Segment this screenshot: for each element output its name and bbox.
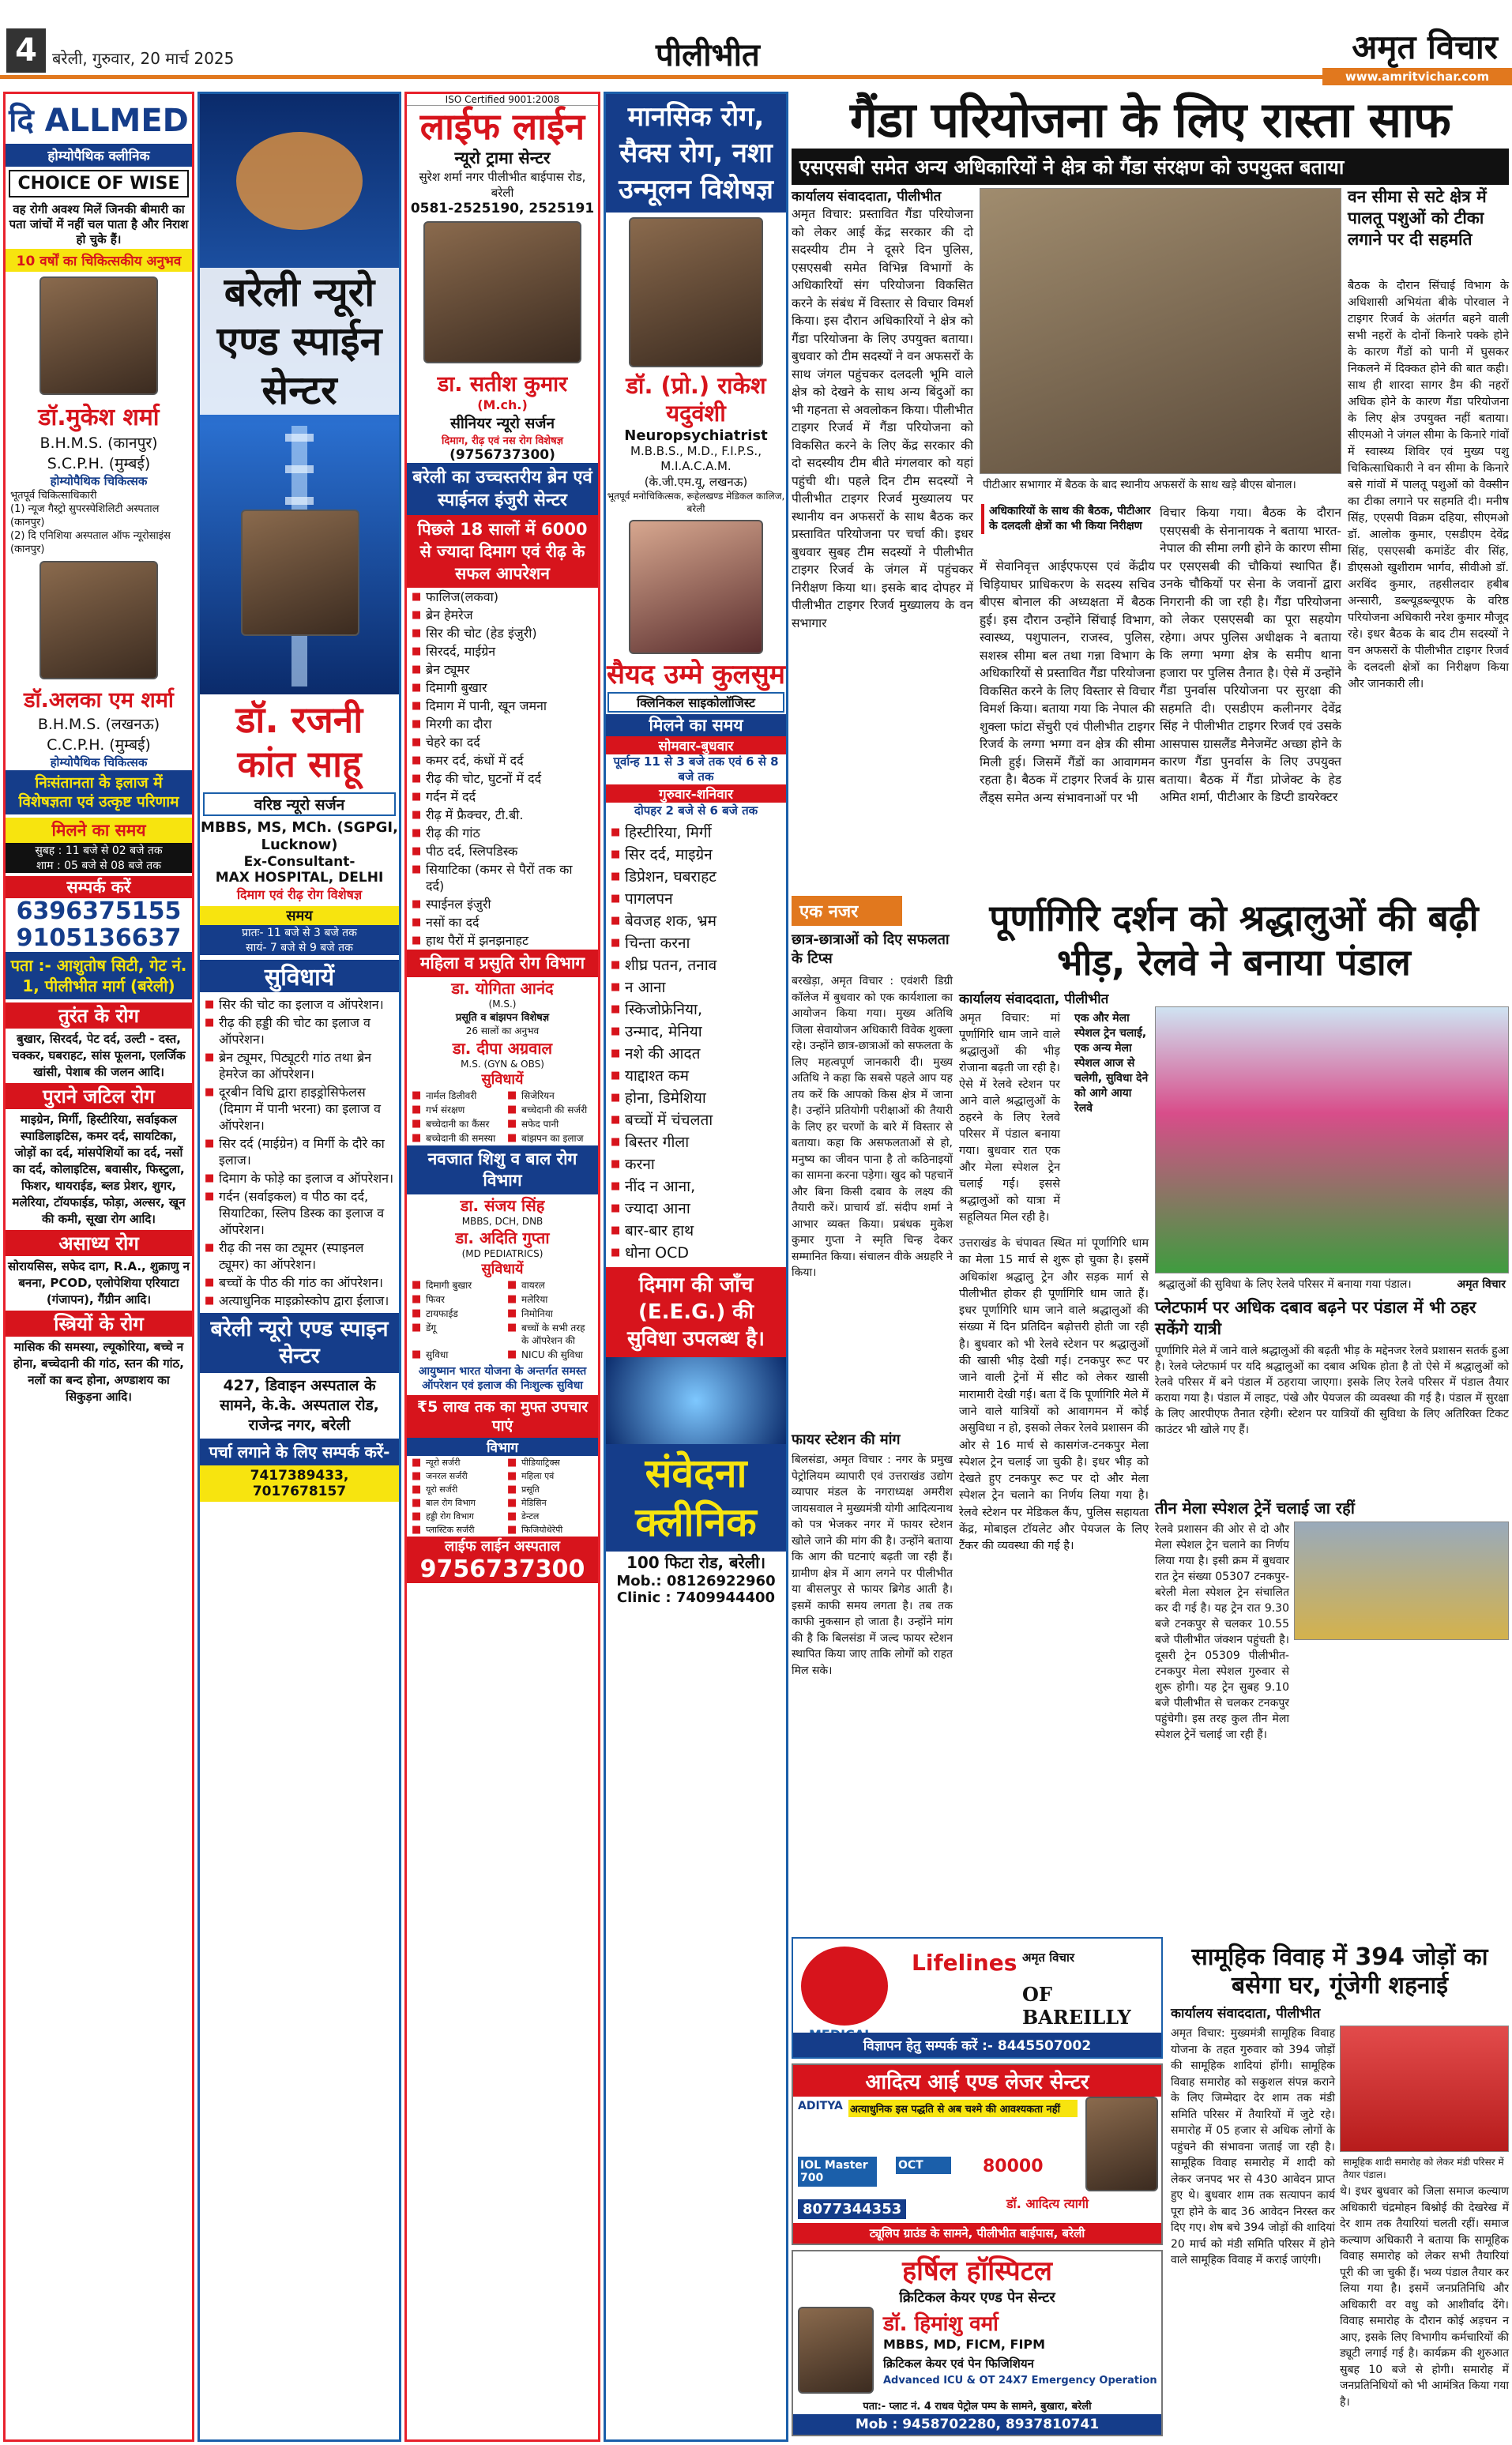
doc1-name: डॉ.मुकेश शर्मा — [38, 404, 160, 431]
satish-spec: दिमाग, रीढ़ एवं नस रोग विशेषज्ञ — [441, 435, 563, 447]
lifelines-brand: Lifelines — [912, 1950, 1017, 1976]
dept: ■ फिजियोथेरेपी — [502, 1523, 598, 1537]
timing-evening: शाम : 05 बजे से 08 बजे तक — [6, 858, 192, 873]
mat-fac: ■ बच्चेदानी की सर्जरी — [502, 1103, 598, 1117]
mat-fac: ■ बांझपन का इलाज — [502, 1131, 598, 1145]
timings-head: मिलने का समय — [6, 818, 192, 843]
lifeline-item: ■ रीढ़ की चोट, घुटनों में दर्द — [407, 769, 598, 788]
lifeline-item: ■ दिमागी बुखार — [407, 679, 598, 697]
story3-body2: थे। इधर बुधवार को जिला समाज कल्याण अधिकारी चंद्रमोहन बिश्नोई की देखरेख में देर शाम तक तैयारियां चलती रहीं। समाज कल्याण अधिकारी ने बताया कि सामूहिक विवाह समारोह को लेकर सभी तैयारियां पूरी की जा चुकी हैं। भव्य पंडाल तैयार कर लिया गया है। इसमें जनप्रतिनिधि और अधिकारी वर वधु को आशीर्वाद देंगे। विवाह समारोह के दौरान कोई अड़चन न आए, इसके लिए विभागीय कर्मचारियों की ड्यूटी लगाई गई है। कार्यक्रम की शुरुआत सुबह 10 बजे से होगी। समारोह में जनप्रतिनिधियों को भी आमंत्रित किया गया है। — [1340, 2185, 1509, 2409]
facility-item: ■ रीढ़ की हड्डी की चोट का इलाज व ऑपरेशन। — [200, 1014, 399, 1048]
sanjay-name: डा. संजय सिंह — [460, 1196, 545, 1215]
ayushman-note: आयुष्मान भारत योजना के अन्तर्गत समस्त ऑपरेशन एवं इलाज की निःशुल्क सुविधा — [418, 1365, 587, 1392]
ad-lifeline — [404, 92, 600, 2442]
samvedna-item: ■ चिन्ता करना — [606, 932, 786, 954]
aditya-price: 80000 — [983, 2157, 1044, 2176]
story2-subhead2: प्लेटफार्म पर अधिक दबाव बढ़ने पर पंडाल में भी ठहर सकेंगे यात्री — [1155, 1298, 1476, 1338]
harshil-deg: MBBS, MD, FICM, FIPM — [883, 2337, 1046, 2352]
story2-body2: उत्तराखंड के चंपावत स्थित मां पूर्णागिरि धाम का मेला 15 मार्च से शुरू हो चुका है। इसमें अधिकांश श्रद्धालु ट्रेन और सड़क मार्ग से पीलीभीत होकर ही पूर्णागिरि धाम जाते हैं। इधर पूर्णागिरि धाम जाने वाले श्रद्धालुओं की संख्या में दिन प्रतिदिन बढ़ोत्तरी होती जा रही है। बुधवार को भी रेलवे स्टेशन पर श्रद्धालुओं की खासी भीड़ देखी गई। टनकपुर रूट पर जाने वाली ट्रेनों में सीट को लेकर खासी मारामारी देखी गई। बता दें कि पूर्णागिरि मेले में जाने वाले यात्रियों को आवागमन में कोई असुविधा न हो, इसको लेकर रेलवे प्रशासन की ओर से 16 मार्च से कासगंज-टनकपुर मेला स्पेशल ट्रेन चलाई जा चुकी है। इधर भीड़ को देखते हुए टनकपुर रूट पर दो और मेला स्पेशल ट्रेन चलाने का निर्णय लिया गया है। रेलवे स्टेशन पर मेडिकल कैंप, पुलिस सहायता केंद्र, मोबाइल टॉयलेट और पेयजल के लिए टैंकर की व्यवस्था की गई है। — [959, 1237, 1149, 1553]
samvedna-item: ■ याद्दाश्त कम — [606, 1065, 786, 1087]
aditya-address: ट्यूलिप ग्राउंड के सामने, पीलीभीत बाईपास, बरेली — [793, 2223, 1161, 2244]
mat-fac: ■ बच्चेदानी की समस्या — [407, 1131, 502, 1145]
pediatric-head: नवजात शिशु व बाल रोग विभाग — [407, 1145, 598, 1194]
ek-h2: फायर स्टेशन की मांग — [792, 1431, 901, 1448]
quick-head: तुरंत के रोग — [6, 1002, 192, 1029]
sahu-hosp: MAX HOSPITAL, DELHI — [215, 870, 384, 886]
allmed-intro: वह रोगी अवश्य मिलें जिनकी बीमारी का पता जांचों में नहीं चल पाता है और निराश हो चुके हैं। — [9, 202, 189, 246]
ad-neuro-spine — [197, 92, 401, 2442]
story1-side-body: बैठक के दौरान सिंचाई विभाग के अधिशासी अभियंता बीके पोरवाल ने टाइगर रिजर्व के अंतर्गत बहने वाली सभी नहरों के दोनों किनारे पक्के होने के कारण गैंडों को पानी में घुसकर निकलने में दिक्कत होने की बात कही। साथ ही शारदा सागर डैम की नहरों अधिक होने के कारण गैंडा परियोजना के लिए क्षेत्र उपयुक्त नहीं बताया। सीएमओ ने जंगल सीमा के किनारे गांवों में स्वास्थ्य शिविर एवं मुख्य पशु चिकित्साधिकारी ने वन सीमा के किनारे बसे गांवों में पालतू पशुओं को वैक्सीन का टीका लगाने पर सहमति दी। मनीष सिंह, एएसपी विक्रम दहिया, सीएमओ डॉ. आलोक कुमार, एसडीएम देवेंद्र सिंह, एसएसबी कमांडेंट वीर सिंह, डीएसओ खुशीराम भार्गव, सीवीओ डॉ. अरविंद कुमार, तहसीलदार हबीब अन्सारी, डब्ल्यूडब्ल्यूएफ के वरिष्ठ परियोजना अधिकारी नरेश कुमार मौजूद रहे। इधर बैठक के बाद टीम सदस्यों ने वन अफसरों के पीलीभीत टाइगर रिजर्व के दलदली क्षेत्रों का निरीक्षण किया और जानकारी ली। — [1348, 280, 1509, 690]
ped-fac: ■ मलेरिया — [502, 1292, 598, 1307]
samvedna-item: ■ बच्चों में चंचलता — [606, 1109, 786, 1131]
facility-item: ■ सिर दर्द (माईग्रेन) व मिर्गी के दौरे का इलाज। — [200, 1134, 399, 1169]
aditya-title: आदित्य आई एण्ड लेजर सेन्टर — [793, 2065, 1161, 2097]
lifeline-footer-phone[interactable]: 9756737300 — [407, 1555, 598, 1583]
lifelines-of: OF BAREILLY — [1022, 1983, 1131, 2029]
yogita-deg: (M.S.) — [488, 999, 517, 1010]
allmed-address: पता :- आशुतोष सिटी, गेट नं. 1, पीलीभीत मार्ग (बरेली) — [6, 952, 192, 999]
story2-credit: अमृत विचार — [1457, 1278, 1506, 1291]
timing-morning: सुबह : 11 बजे से 02 बजे तक — [6, 843, 192, 858]
allmed-brand — [6, 94, 192, 144]
samvedna-item: ■ शीघ्र पतन, तनाव — [606, 954, 786, 976]
lifeline-item: ■ गर्दन में दर्द — [407, 788, 598, 806]
aditi-name: डा. अदिति गुप्ता — [455, 1228, 550, 1247]
lifeline-claim: बरेली का उच्चस्तरीय ब्रेन एवं स्पाईनल इंजुरी सेन्टर — [407, 463, 598, 515]
dept: ■ पीडियाट्रिक्स — [502, 1456, 598, 1469]
harshil-emergency: Advanced ICU & OT 24X7 Emergency Operation — [883, 2375, 1157, 2387]
samvedna-t2: पूर्वान्ह 11 से 3 बजे तक एवं 6 से 8 बजे तक — [613, 754, 779, 784]
samvedna-item: ■ सिर दर्द, माइग्रेन — [606, 844, 786, 866]
ped-fac: ■ वायरल — [502, 1278, 598, 1292]
aditya-doc: डॉ. आदित्य त्यागी — [1006, 2196, 1089, 2211]
story2-subhead3: तीन मेला स्पेशल ट्रेनें चलाई जा रहीं — [1155, 1499, 1355, 1518]
aditya-tag: अत्याधुनिक इस पद्धति से अब चश्मे की आवश्यकता नहीं — [848, 2100, 1078, 2117]
facility-item: ■ बच्चों के पीठ की गांठ का ऑपरेशन। — [200, 1273, 399, 1292]
story1-pullquote: अधिकारियों के साथ की बैठक, पीटीआर के दलदली क्षेत्रों का भी किया निरीक्षण — [981, 504, 1153, 534]
sahu-degree: MBBS, MS, MCh. (SGPGI, Lucknow) — [201, 819, 398, 853]
satish-mob[interactable]: (9756737300) — [449, 447, 555, 463]
doc1-deg1: B.H.M.S. (कानपुर) — [39, 434, 158, 452]
neuro-contact: पर्चा लगाने के लिए सम्पर्क करें- — [200, 1439, 399, 1465]
story1-headline[interactable]: गैंडा परियोजना के लिए रास्ता साफ — [850, 91, 1450, 149]
ad-aditya — [792, 2063, 1163, 2245]
incurable-diseases: सोरायसिस, सफेद दाग, R.A., शुक्राणु न बनना, PCOD, एलोपेशिया एरियाटा (गंजापन), गैंग्रीन आदि। — [8, 1259, 190, 1307]
lifeline-item: ■ चेहरे का दर्द — [407, 733, 598, 751]
lifeline-item: ■ सिर की चोट (हेड इंजुरी) — [407, 624, 598, 642]
kulsum-role: क्लिनिकल साइकोलॉजिस्ट — [607, 692, 784, 713]
samvedna-item: ■ हिस्टीरिया, मिर्गी — [606, 822, 786, 844]
eeg-note: दिमाग की जाँच (E.E.G.) की सुविधा उपलब्ध है। — [606, 1267, 786, 1357]
mat-fac: ■ सफेद पानी — [502, 1117, 598, 1131]
rakesh-name: डॉ. (प्रो.) राकेश यदुवंशी — [626, 372, 766, 427]
lifeline-list — [407, 588, 598, 950]
story2-body4: रेलवे प्रशासन की ओर से दो और मेला स्पेशल ट्रेन चलाने का निर्णय लिया गया है। इसी क्रम में बुधवार रात ट्रेन संख्या 05307 टनकपुर-बरेली मेला स्पेशल ट्रेन संचालित कर दी गई है। यह ट्रेन रात 9.30 बजे टनकपुर से चलकर 10.55 बजे पीलीभीत जंक्शन पहुंचती है। दूसरी ट्रेन 05309 पीलीभीत-टनकपुर मेला स्पेशल गुरुवार से शुरू होगी। यह ट्रेन सुबह 9.10 बजे पीलीभीत से चलकर टनकपुर पहुंचेगी। इस तरह कुल तीन मेला स्पेशल ट्रेनें चलाई जा रही हैं। — [1155, 1523, 1289, 1741]
ped-fac-head: सुविधायें — [481, 1261, 524, 1277]
mat-fac: ■ सिजेरियन — [502, 1089, 598, 1103]
doc2-desc: होम्योपैथिक चिकित्सक — [50, 755, 148, 769]
lifeline-phone[interactable]: 0581-2525190, 2525191 — [410, 201, 595, 216]
heart-logo-icon — [801, 1947, 888, 2026]
lifeline-item: ■ नसों का दर्द — [407, 913, 598, 931]
ad-allmed — [3, 92, 194, 2442]
samvedna-item: ■ बिस्तर गीला — [606, 1131, 786, 1153]
sahu-excons: Ex-Consultant- — [243, 854, 355, 870]
sahu-role: वरिष्ठ न्यूरो सर्जन — [203, 792, 396, 816]
yogita-name: डा. योगिता आनंद — [451, 979, 554, 998]
mat-fac: ■ बच्चेदानी का कैंसर — [407, 1117, 502, 1131]
deepa-deg: M.S. (GYN & OBS) — [461, 1059, 544, 1070]
iso-cert: ISO Certified 9001:2008 — [407, 94, 598, 106]
neuro-time2: सायं- 7 बजे से 9 बजे तक — [200, 940, 399, 955]
women-head: स्त्रियों के रोग — [6, 1311, 192, 1337]
quick-diseases: बुखार, सिरदर्द, पेट दर्द, उल्टी - दस्त, चक्कर, घबराहट, सांस फूलना, एलर्जिक खांसी, पेशाब की जलन आदि। — [12, 1032, 186, 1079]
rakesh-uni: (के.जी.एम.यू, लखनऊ) — [644, 475, 748, 489]
dept: ■ महिला एवं — [502, 1469, 598, 1483]
samvedna-item: ■ पागलपन — [606, 888, 786, 910]
ped-fac: ■ सुविधा — [407, 1348, 502, 1362]
harshil-role: क्रिटिकल केयर एवं पेन फिजिशियन — [883, 2357, 1034, 2371]
neuro-title: बरेली न्यूरो एण्ड स्पाईन सेन्टर — [200, 268, 399, 415]
samvedna-item: ■ होना, डिमेशिया — [606, 1087, 786, 1109]
sahu-spec: दिमाग एवं रीढ़ रोग विशेषज्ञ — [236, 887, 363, 902]
rakesh-deg: M.B.B.S., M.D., F.I.P.S., M.I.A.C.A.M. — [630, 444, 762, 473]
photo-kulsum — [629, 520, 763, 654]
lifeline-item: ■ ब्रेन ट्यूमर — [407, 660, 598, 679]
samvedna-item: ■ बेवजह शक, भ्रम — [606, 910, 786, 932]
satish-role: सीनियर न्यूरो सर्जन — [449, 415, 555, 432]
clinic-address: 100 फिटा रोड, बरेली। — [626, 1553, 766, 1572]
deepa-name: डा. दीपा अग्रवाल — [452, 1039, 553, 1058]
lifeline-footer: लाईफ लाईन अस्पताल — [407, 1537, 598, 1555]
lifeline-title: लाईफ लाईन — [419, 105, 585, 148]
aditya-phone[interactable]: 8077344353 — [798, 2199, 906, 2219]
ayushman-offer: ₹5 लाख तक का मुफ्त उपचार पाएं — [407, 1395, 598, 1438]
lifeline-item: ■ स्पाईनल इंजुरी — [407, 895, 598, 913]
ped-fac: ■ टायफाईड — [407, 1307, 502, 1321]
aditya-oct: OCT — [896, 2157, 951, 2174]
facility-item: ■ ब्रेन ट्यूमर, पिट्यूटरी गांठ तथा ब्रेन हेमरेज का ऑपरेशन। — [200, 1048, 399, 1083]
neuro-address: 427, डिवाइन अस्पताल के सामने, के.के. अस्पताल रोड, राजेन्द्र नगर, बरेली — [220, 1377, 379, 1434]
lifeline-ops: पिछले 18 सालों में 6000 से ज्यादा दिमाग एवं रीढ़ के सफल आपरेशन — [407, 515, 598, 588]
story1-body1: अमृत विचार: प्रस्तावित गैंडा परियोजना को लेकर आई केंद्र सरकार की दो सदस्यीय टीम ने दूसरे दिन पुलिस, एसएसबी समेत विभिन्न विभागों के अधिकारियों संग परियोजना विकसित करने के संबंध में विस्तार से विचार विमर्श किया। इस दौरान अधिकारियों ने क्षेत्र को गैंडा परियोजना के लिए उपयुक्त बताया। बुधवार को टीम सदस्यों ने वन अफसरों के साथ जंगल पहुंचकर दलदली भूमि वाले क्षेत्र को देखने के साथ अन्य बिंदुओं का भी गहनता से अवलोकन किया। पीलीभीत टाइगर रिजर्व में गैंडा परियोजना को विकसित करने के लिए केंद्र सरकार की दो सदस्यीय टीम बीते मंगलवार को यहां पहुंची थी। पहले दिन टीम सदस्यों ने पीलीभीत टाइगर रिजर्व मुख्यालय पर स्थानीय वन अफसरों के साथ बैठक कर प्रस्तावित परियोजना पर चर्चा की। इधर बुधवार सुबह टीम सदस्यों ने पीलीभीत टाइगर रिजर्व के जंगल में पहुंचकर निरीक्षण किया था। इसके बाद दोपहर में पीलीभीत टाइगर रिजर्व मुख्यालय के वन सभागार — [792, 207, 973, 630]
story1-caption: पीटीआर सभागार में बैठक के बाद स्थानीय अफसरों के साथ खड़े बीएस बोनाल। — [983, 479, 1296, 491]
ped-fac: ■ NICU की सुविधा — [502, 1348, 598, 1362]
story3-caption: सामूहिक शादी समारोह को लेकर मंडी परिसर में तैयार पंडाल। — [1343, 2157, 1504, 2180]
dept: ■ यूरो सर्जरी — [407, 1483, 502, 1496]
samvedna-time-head: मिलने का समय — [606, 714, 786, 736]
women-diseases: मासिक की समस्या, ल्यूकोरिया, बच्चे न होना, बच्चेदानी की गांठ, स्तन की गांठ, नलों का बन्द होना, अण्डाशय का सिकुड़ना आदि। — [13, 1340, 184, 1404]
rakesh-past: भूतपूर्व मनोचिकित्सक, रूहेलखण्ड मेडिकल कालिज, बरेली — [607, 491, 785, 514]
ped-fac: ■ डेंगू — [407, 1321, 502, 1348]
story3-headline[interactable]: सामूहिक विवाह में 394 जोड़ों का बसेगा घर, गूंजेगी शहनाई — [1191, 1943, 1488, 1999]
ek-nazar — [792, 896, 953, 1931]
dept: ■ बाल रोग विभाग — [407, 1496, 502, 1510]
phone2[interactable]: 9105136637 — [16, 924, 182, 952]
lifeline-item: ■ ब्रेन हेमरेज — [407, 606, 598, 624]
story2-caption: श्रद्धालुओं की सुविधा के लिए रेलवे परिसर में बनाया गया पंडाल। — [1158, 1278, 1412, 1291]
doc2-deg1: B.H.M.S. (लखनऊ) — [37, 716, 160, 733]
ek-b1: बरखेड़ा, अमृत विचार : एवंशरी डिग्री कॉलेज में बुधवार को एक कार्यशाला का आयोजन किया गया। मुख्य अतिथि जिला सेवायोजन अधिकारी विवेक शुक्ला रहे। उन्होंने छात्र-छात्राओं को सफलता के लिए महत्वपूर्ण जानकारी दी। मुख्य अतिथि ने कहा कि सबसे पहले आप यह तय करें कि आपको किस क्षेत्र में जाना है। उन्होंने प्रतियोगी परीक्षाओं की तैयारी के लिए हर चरणों के बारे में विस्तार से बताया। कहा कि असफलताओं से हो, मनुष्य का जीवन पाना है तो कठिनाइयों का सामना करना पड़ेगा। खुद को पहचानें और बिना किसी दबाव के लक्ष्य की तैयारी करें। प्राचार्य डॉ. संदीप शर्मा ने आभार व्यक्त किया। प्रबंधक मुकेश कुमार गुप्ता ने स्मृति चिन्ह देकर सम्मानित किया। संचालन वीके अग्रहरि ने किया। — [792, 975, 953, 1279]
samvedna-item: ■ धोना OCD — [606, 1242, 786, 1264]
samvedna-item: ■ करना — [606, 1153, 786, 1175]
sahu-name: डॉ. रजनी कांत साहू — [235, 698, 363, 785]
lifeline-item: ■ फालिज(लकवा) — [407, 588, 598, 606]
yogita-exp: 26 सालों का अनुभव — [465, 1025, 540, 1036]
doc1-h1: भूतपूर्व चिकित्साधिकारी — [10, 490, 97, 502]
samvedna-item: ■ स्किजोफ्रेनिया, — [606, 999, 786, 1021]
ped-fac: ■ फिवर — [407, 1292, 502, 1307]
photo-himanshu — [798, 2307, 874, 2394]
lifeline-item: ■ रीढ़ की गांठ — [407, 824, 598, 842]
doctor-photo-sahu — [241, 510, 359, 636]
samvedna-t1: सोमवार-बुधवार — [606, 736, 786, 754]
ad-samvedna — [604, 92, 788, 2442]
story2-body1: अमृत विचार: मां पूर्णागिरि धाम जाने वाले श्रद्धालुओं की भीड़ रोजाना बढ़ती जा रही है। ऐसे में रेलवे स्टेशन पर आने वाले श्रद्धालुओं के ठहरने के लिए रेलवे परिसर में पंडाल बनाया गया। बुधवार रात एक और मेला स्पेशल ट्रेन चलाई गई। इससे श्रद्धालुओं को यात्रा में सहूलियत मिल रही है। — [959, 1012, 1060, 1224]
phone1[interactable]: 6396375155 — [16, 897, 182, 925]
doctor-photo-satish — [423, 221, 581, 363]
story2-pullquote: एक और मेला स्पेशल ट्रेन चलाई, एक अन्य मेला स्पेशल आज से चलेगी, सुविधा देने को आगे आया रेलवे — [1074, 1012, 1149, 1115]
facility-item: ■ गर्दन (सर्वाइकल) व पीठ का दर्द, सियाटिका, स्लिप डिस्क का इलाज व ऑपरेशन। — [200, 1187, 399, 1239]
neuro-fac-head: सुविधायें — [200, 960, 399, 992]
story3-body1: अमृत विचार: मुख्यमंत्री सामूहिक विवाह योजना के तहत गुरुवार को 394 जोड़ों की सामूहिक शादियां होंगी। सामूहिक विवाह समारोह को सकुशल संपन्न कराने के लिए जिम्मेदार देर शाम तक मंडी समिति परिसर में तैयारियों में जुटे रहे। समारोह में 05 हजार से अधिक लोगों के पहुंचने की संभावना जताई जा रही है। सामूहिक विवाह समारोह में शादी को लेकर जनपद भर से 430 आवेदन प्राप्त हुए थे। बुधवार शाम तक सत्यापन कार्य पूरा होने के बाद 36 आवेदन निरस्त कर दिए गए। शेष बचे 394 जोड़ों की शादियां 20 मार्च को मंडी समिति परिसर में होने वाले सामूहिक विवाह में कराई जाएंगी। — [1171, 2027, 1335, 2266]
samvedna-item: ■ ज्यादा आना — [606, 1198, 786, 1220]
samvedna-item: ■ न आना — [606, 976, 786, 999]
ek-h1: छात्र-छात्राओं को दिए सफलता के टिप्स — [792, 931, 950, 967]
doc1-desc: होम्योपैथिक चिकित्सक — [50, 474, 148, 488]
ped-fac: ■ निमोनिया — [502, 1307, 598, 1321]
story-marriage — [1171, 1943, 1509, 2438]
lifeline-item: ■ रीढ़ में फ्रैक्चर, टी.बी. — [407, 806, 598, 824]
story1-body3: विचार किया गया। बैठक के दौरान एसएसबी के सेनानायक ने बताया भारत-नेपाल की सीमा लगी होने के कारण सीमा पर एसएसबी की चौकियां स्थापित हैं। उनके चौकियों पर सेना के जवानों द्वारा निगरानी की जा रही है। गैंडा परियोजना को लेकर एसएसबी का पूरा सहयोग रहेगा। अपर पुलिस अधीक्षक ने बताया कि लग्गा भग्गा क्षेत्र के समीप थाना हजारा पर पुलिस तैनात है। ऐसे में उन्होंने गैंडा पुनर्वास परियोजना पर सुरक्षा की सहमति दी। एसडीएम कलीनगर देवेंद्र सिंह ने पीलीभीत टाइगर रिजर्व एवं उसके आसपास ग्रासलैंड मैनेजमेंट अच्छा होने के कारण गैंडा पुनर्वास के लिए उपयुक्त बताया। बैठक में गैंडा प्रोजेक्ट के हेड अमित शर्मा, पीटीआर के डिप्टी डायरेक्टर — [1160, 506, 1341, 804]
ek-nazar-label: एक नजर — [792, 896, 902, 926]
neuro-facilities — [200, 992, 399, 1313]
samvedna-t4: दोपहर 2 बजे से 6 बजे तक — [634, 803, 758, 818]
dept: ■ न्यूरो सर्जरी — [407, 1456, 502, 1469]
dept: ■ मेडिसिन — [502, 1496, 598, 1510]
dept: ■ प्रसूति — [502, 1483, 598, 1496]
dept: ■ हड्डी रोग विभाग — [407, 1510, 502, 1523]
aditi-deg: (MD PEDIATRICS) — [461, 1248, 543, 1259]
harshil-doc: डॉ. हिमांशु वर्मा — [883, 2312, 999, 2336]
kulsum-name: सैयद उम्मे कुलसुम — [606, 659, 786, 690]
lifeline-item: ■ दिमाग में पानी, खून जमना — [407, 697, 598, 715]
infertility-banner: निःसंतानता के इलाज में विशेषज्ञता एवं उत्कृष्ट परिणाम — [6, 770, 192, 814]
samvedna-item: ■ बार-बार हाथ — [606, 1220, 786, 1242]
lifelines-strip[interactable]: विज्ञापन हेतु सम्पर्क करें :- 8445507002 — [793, 2033, 1161, 2057]
allmed-exp: 10 वर्षों का चिकित्सकीय अनुभव — [6, 249, 192, 272]
dept: ■ जनरल सर्जरी — [407, 1469, 502, 1483]
incurable-head: असाध्य रोग — [6, 1230, 192, 1256]
story2-body3: पूर्णागिरि मेले में जाने वाले श्रद्धालुओं की बढ़ती भीड़ के मद्देनजर रेलवे प्रशासन सतर्क हुआ है। रेलवे प्लेटफार्म पर यदि श्रद्धालुओं का दबाव अधिक होता है तो ऐसे में श्रद्धालुओं को रेलवे परिसर में बने पंडाल में ठहराया जाएगा। इसके लिए रेलवे परिसर में पंडाल तैयार कराया गया है। पंडाल में लाइट, पंखे और पेयजल की व्यवस्था की गई है। पंडाल में सुरक्षा के लिए आरपीएफ तैनात रहेगी। स्टेशन पर यात्रियों की सुविधा के लिए अतिरिक्त टिकट काउंटर भी खोले गए हैं। — [1155, 1345, 1509, 1436]
story1-byline: कार्यालय संवाददाता, पीलीभीत — [792, 189, 942, 205]
site-url[interactable]: www.amritvichar.com — [1322, 68, 1512, 85]
story-purnagiri — [959, 896, 1509, 1943]
lifeline-item: ■ सियाटिका (कमर से पैरों तक का दर्द) — [407, 860, 598, 895]
doc1-deg2: S.C.P.H. (मुम्बई) — [47, 455, 151, 472]
aditya-brand: ADITYA — [798, 2100, 843, 2112]
brain-graphic — [606, 1357, 786, 1444]
lifeline-item: ■ पीठ दर्द, स्लिपडिस्क — [407, 842, 598, 860]
neuro-time-head: समय — [200, 906, 399, 925]
depts-head: विभाग — [407, 1438, 598, 1456]
ad-lifelines — [792, 1937, 1163, 2059]
mat-fac: ■ गर्भ संरक्षण — [407, 1103, 502, 1117]
samvedna-item: ■ उन्माद, मेनिया — [606, 1021, 786, 1043]
lifeline-item: ■ सिरदर्द, माईग्रेन — [407, 642, 598, 660]
story2-headline[interactable]: पूर्णागिरि दर्शन को श्रद्धालुओं की बढ़ी भीड़, रेलवे ने बनाया पंडाल — [989, 897, 1479, 984]
story3-photo — [1340, 2026, 1509, 2152]
doctor-photo-rakesh — [629, 217, 763, 367]
ped-fac: ■ बच्चों के सभी तरह के ऑपरेशन की — [502, 1321, 598, 1348]
clinic-name: संवेदना क्लीनिक — [606, 1444, 786, 1552]
satish-name: डा. सतीश कुमार — [437, 372, 568, 397]
story1-side-head: वन सीमा से सटे क्षेत्र में पालतू पशुओं को टीका लगाने पर दी सहमति — [1348, 187, 1487, 249]
lifeline-item: ■ कमर दर्द, कंधों में दर्द — [407, 751, 598, 769]
doc1-history — [6, 489, 192, 556]
story1-subhead: एसएसबी समेत अन्य अधिकारियों ने क्षेत्र को गैंडा संरक्षण को उपयुक्त बताया — [792, 149, 1509, 185]
facility-item: ■ दिमाग के फोड़े का इलाज व ऑपरेशन। — [200, 1169, 399, 1187]
mat-fac-list — [407, 1089, 598, 1145]
maternity-head: महिला व प्रसुति रोग विभाग — [407, 950, 598, 977]
samvedna-item: ■ नशे की आदत — [606, 1043, 786, 1065]
ped-fac-list — [407, 1278, 598, 1362]
story-rhino — [792, 92, 1509, 890]
neuro-footer-title: बरेली न्यूरो एण्ड स्पाइन सेन्टर — [200, 1313, 399, 1373]
edition-date: बरेली, गुरुवार, 20 मार्च 2025 — [52, 49, 235, 68]
clinic-mob[interactable]: Mob.: 08126922960 — [616, 1573, 776, 1589]
allmed-logo: दि ALLMED — [9, 103, 189, 139]
page-number: 4 — [6, 28, 46, 73]
story2-byline: कार्यालय संवाददाता, पीलीभीत — [959, 991, 1109, 1007]
facility-item: ■ सिर की चोट का इलाज व ऑपरेशन। — [200, 995, 399, 1014]
doctor-photo-mukesh — [39, 276, 158, 395]
samvedna-list — [606, 818, 786, 1267]
story3-byline: कार्यालय संवाददाता, पीलीभीत — [1171, 2006, 1321, 2022]
story2-train-photo — [1294, 1522, 1509, 1640]
story1-photo — [980, 188, 1341, 474]
doc1-h3: (2) दि एनिशिया अस्पताल ऑफ न्यूरोसाइंस (कानपुर) — [10, 530, 171, 555]
ped-fac: ■ दिमागी बुखार — [407, 1278, 502, 1292]
contact-head: सम्पर्क करें — [6, 876, 192, 898]
lifeline-item: ■ हाथ पैरों में झनझनाहट — [407, 931, 598, 950]
aditya-iol: IOL Master 700 — [798, 2157, 877, 2187]
samvedna-title: मानसिक रोग, सैक्स रोग, नशा उन्मूलन विशेषज्ञ — [606, 94, 786, 213]
samvedna-t3: गुरुवार-शनिवार — [606, 784, 786, 803]
harshil-address: पता:- प्लाट नं. 4 राधव पेट्रोल पम्प के सामने, बुखारा, बरेली — [863, 2401, 1092, 2413]
doc2-deg2: C.C.P.H. (मुम्बई) — [47, 736, 151, 754]
rakesh-role: Neuropsychiatrist — [624, 427, 768, 444]
depts-list — [407, 1456, 598, 1537]
mat-fac-head: सुविधायें — [481, 1071, 524, 1088]
lifeline-sub: न्यूरो ट्रामा सेन्टर — [454, 149, 551, 167]
samvedna-item: ■ डिप्रेशन, घबराहट — [606, 866, 786, 888]
neuro-time1: प्रातः- 11 बजे से 3 बजे तक — [200, 925, 399, 940]
neuro-phones[interactable]: 7417389433, 7017678157 — [200, 1465, 399, 1502]
lifelines-paper: अमृत विचार — [1022, 1950, 1074, 1965]
samvedna-item: ■ नींद न आना, — [606, 1175, 786, 1198]
story1-body2: में सेवानिवृत्त आईएफएस एवं केंद्रीय चिड़ियाघर प्राधिकरण के सदस्य सचिव बीएस बोनाल की अध्यक्षता में बैठक हुई। इस दौरान उन्होंने सिंचाई विभाग, स्वास्थ्य, पशुपालन, राजस्व, पुलिस, सशस्त्र सीमा बल तथा गन्ना विभाग के अधिकारियों से प्रस्तावित गैंडा परियोजना विकसित करने के लिए विस्तार से विचार विमर्श किया। बताया गया कि नेपाल की शुक्ला फांटा सेंचुरी एवं पीलीभीत टाइगर रिजर्व के लग्गा भग्गा वन क्षेत्र की सीमा मिली हुई। जिसमें गैंडों का आवागमन रहता है। बैठक में टाइगर रिजर्व के ग्रास लैंड्स समेत अन्य संभावनाओं पर भी — [980, 559, 1155, 805]
photo-aditya — [1085, 2097, 1158, 2191]
dept: ■ प्लास्टिक सर्जरी — [407, 1523, 502, 1537]
allmed-choice: CHOICE OF WISE — [9, 170, 189, 197]
harshil-title: हर्षिल हॉस्पिटल — [902, 2255, 1052, 2287]
satish-mch: (M.ch.) — [477, 397, 528, 412]
yogita-spec: प्रसूति व बांझपन विशेषज्ञ — [455, 1012, 550, 1024]
clinic-phone[interactable]: Clinic : 7409944400 — [616, 1589, 776, 1606]
allmed-sub: होम्योपैथिक क्लीनिक — [6, 144, 192, 167]
mat-fac: ■ नार्मल डिलीवरी — [407, 1089, 502, 1103]
ek-b2: बिलसंडा, अमृत विचार : नगर के प्रमुख पेट्रोलियम व्यापारी एवं उत्तराखंड उद्योग व्यापार मंडल के नगराध्यक्ष अमरीश जायसवाल ने मुख्यमंत्री योगी आदित्यनाथ को पत्र भेजकर नगर में फायर स्टेशन खोले जाने की मांग की है। उन्होंने बताया कि आग की घटनाएं बढ़ती जा रही हैं। ग्रामीण क्षेत्र में आग लगने पर पीलीभीत या बीसलपुर से फायर ब्रिगेड आती है। इसमें काफी समय लगता है। तब तक काफी नुकसान हो जाता है। उन्होंने मांग की है कि बिलसंडा में जल्द फायर स्टेशन स्थापित किया जाए ताकि लोगों को राहत मिल सके। — [792, 1454, 953, 1677]
sanjay-deg: MBBS, DCH, DNB — [461, 1216, 543, 1227]
facility-item: ■ दूरबीन विधि द्वारा हाइड्रोसिफेलस (दिमाग में पानी भरना) का इलाज व ऑपरेशन। — [200, 1083, 399, 1134]
masthead-logo: अमृत विचार — [1352, 28, 1498, 66]
doctor-photo-alka — [39, 561, 158, 679]
harshil-sub: क्रिटिकल केयर एण्ड पेन सेन्टर — [899, 2289, 1055, 2306]
doc2-name: डॉ.अलका एम शर्मा — [24, 688, 174, 713]
harshil-mob[interactable]: Mob : 9458702280, 8937810741 — [793, 2414, 1161, 2435]
ad-harshil — [792, 2250, 1163, 2436]
facility-item: ■ रीढ़ की नस का ट्यूमर (स्पाइनल ट्यूमर) का ऑपरेशन। — [200, 1239, 399, 1273]
story2-photo — [1155, 1006, 1509, 1273]
lifeline-address: सुरेश शर्मा नगर पीलीभीत बाईपास रोड, बरेली — [419, 170, 586, 200]
doc1-h2: (1) न्यूज गैस्ट्रो सुपरस्पेशिलिटी अस्पताल (कानपुर) — [10, 503, 160, 528]
edition-city: पीलीभीत — [656, 37, 760, 73]
lifeline-item: ■ मिरगी का दौरा — [407, 715, 598, 733]
chronic-diseases: माइग्रेन, मिर्गी, हिस्टीरिया, सर्वाइकल स्पाडिलाइटिस, कमर दर्द, सायटिका, जोड़ों का दर्द, मांसपेशियों का दर्द, नसों का दर्द, कोलाइटिस, बवासीर, फिस्टुला, फिशर, थायराईड, ब्लड प्रेशर, शुगर, मलेरिया, टॉयफाईड, फोड़ा, अल्सर, खून की कमी, सूखा रोग आदि। — [12, 1112, 186, 1226]
dept: ■ डेन्टल — [502, 1510, 598, 1523]
page-header — [0, 0, 1512, 84]
facility-item: ■ अत्याधुनिक माइक्रोस्कोप द्वारा ईलाज। — [200, 1292, 399, 1310]
chronic-head: पुराने जटिल रोग — [6, 1083, 192, 1109]
